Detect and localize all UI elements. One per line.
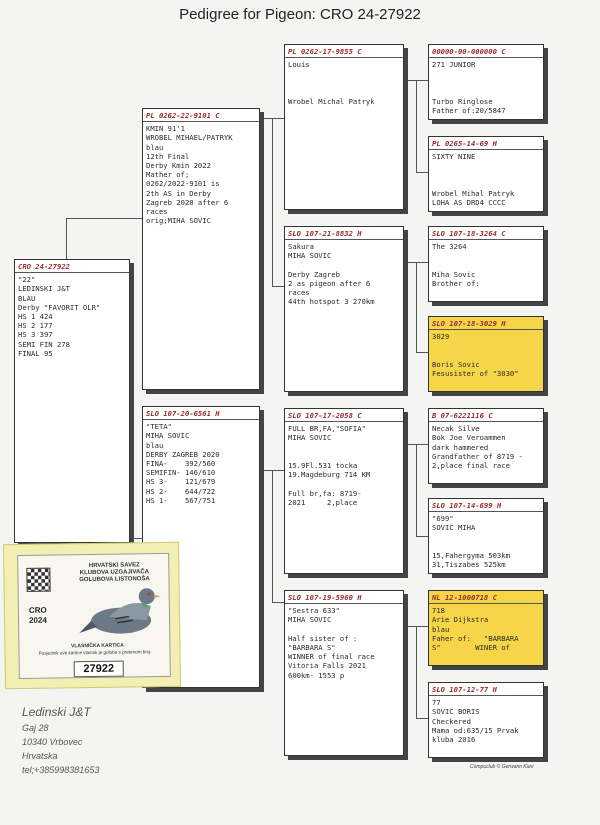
- detail-line: Wrobel Michal Patryk: [288, 96, 375, 106]
- detail-line: Vitoria Falls 2021: [288, 661, 366, 671]
- pigeon-details: [432, 60, 540, 115]
- org-line: GOLUBOVA LISTONOŠA: [79, 576, 150, 584]
- owner-name: Ledinski J&T: [22, 705, 91, 719]
- detail-line: orig;MIHA SOVIC: [146, 216, 211, 226]
- detail-line: LEDINSKI J&T: [18, 284, 70, 294]
- detail-line: Zagreb 2020 after 6: [146, 197, 229, 207]
- blank-line: [432, 261, 540, 270]
- detail-line: 15,Fahergyma 503km: [432, 550, 510, 560]
- connector: [416, 444, 417, 536]
- great-grandparent-box: [428, 136, 544, 212]
- ring-number: SLO 107-18-3029 H: [429, 319, 543, 330]
- detail-line: 31,Tiszabes 525km: [432, 560, 506, 570]
- connector: [416, 718, 428, 719]
- detail-line: 600km- 1553 p: [288, 670, 345, 680]
- pigeon-icon: [78, 576, 164, 645]
- pigeon-details: [18, 275, 126, 358]
- ring-number: SLO 107-18-3264 C: [429, 229, 543, 240]
- detail-line: 2 as pigeon after 6: [288, 279, 371, 288]
- detail-line: MIHA SOVIC: [288, 433, 332, 443]
- great-grandparent-box-highlighted: [428, 590, 544, 666]
- detail-line: Turbo Ringlose: [432, 96, 493, 106]
- ring-number: NL 12-1000718 C: [429, 593, 543, 604]
- grandmother-maternal-box: [284, 590, 404, 756]
- footer-credit: Compuclub © Gerwann Kani: [470, 764, 534, 770]
- detail-line: SIXTY NINE: [432, 152, 476, 162]
- detail-line: MIHA SOVIC: [288, 251, 332, 261]
- connector: [416, 80, 417, 172]
- pigeon-details: [432, 698, 540, 744]
- great-grandparent-box: [428, 44, 544, 120]
- detail-line: 44th hotspot 3 270km: [288, 297, 375, 307]
- connector: [272, 118, 273, 286]
- blank-line: [432, 161, 540, 170]
- detail-line: FULL BR,FA,"SOFIA": [288, 424, 366, 434]
- grandmother-paternal-box: [284, 226, 404, 392]
- detail-line: Louis: [288, 60, 310, 70]
- pigeon-details: [146, 422, 256, 505]
- page-title: Pedigree for Pigeon: CRO 24-27922: [179, 6, 421, 23]
- ring-number: PL 0262-17-9855 C: [285, 47, 403, 58]
- detail-line: Mama od:635/15 Prvak: [432, 725, 519, 735]
- main-pigeon-box: [14, 259, 130, 543]
- owner-address-line: Gaj 28: [22, 723, 49, 733]
- ring-number: SLO 107-19-5960 H: [285, 593, 403, 604]
- blank-line: [288, 625, 400, 634]
- blank-line: [432, 351, 540, 360]
- detail-line: Half sister of :: [288, 633, 358, 643]
- card-note: Posjednik ove kartice vlasnik je goluba s pretenom broj: [38, 649, 151, 656]
- ring-number: SLO 107-17-2058 C: [285, 411, 403, 422]
- detail-line: HS 2- 644/722: [146, 486, 216, 496]
- detail-line: HS 1 424: [18, 312, 53, 322]
- detail-line: "22": [18, 275, 36, 285]
- blank-line: [432, 251, 540, 260]
- detail-line: Mather of;: [146, 170, 190, 180]
- detail-line: Boris Sovic: [432, 359, 480, 369]
- detail-line: "699": [432, 514, 454, 524]
- connector: [66, 218, 144, 261]
- detail-line: SOVIC BORIS: [432, 707, 480, 717]
- detail-line: Derby Zagreb: [288, 269, 340, 279]
- detail-line: Brother of:: [432, 278, 480, 288]
- detail-line: S" WINER of: [432, 643, 510, 653]
- great-grandparent-box: [428, 408, 544, 484]
- card-year: 2024: [28, 615, 47, 625]
- connector: [272, 470, 273, 602]
- ring-number: SLO 107-12-77 H: [429, 685, 543, 696]
- ring-number: B 07-6221116 C: [429, 411, 543, 422]
- card-country: CRO: [28, 605, 47, 615]
- connector: [416, 352, 428, 353]
- pigeon-details: [432, 514, 540, 569]
- detail-line: HS 3 397: [18, 330, 53, 340]
- detail-line: SEMIFIN- 146/610: [146, 468, 216, 478]
- blank-line: [288, 79, 400, 88]
- detail-line: FINA- 392/560: [146, 459, 216, 469]
- detail-line: Miha Sovic: [432, 269, 476, 279]
- org-line: HRVATSKI SAVEZ: [88, 562, 140, 570]
- detail-line: 2,place final race: [432, 461, 510, 471]
- blank-line: [432, 341, 540, 350]
- pigeon-details: [432, 152, 540, 207]
- blank-line: [432, 542, 540, 551]
- owner-address-line: 10340 Vrbovec: [22, 737, 83, 747]
- detail-line: Arie Dijkstra: [432, 615, 489, 625]
- connector: [272, 602, 284, 603]
- detail-line: BLAU: [18, 293, 36, 303]
- father-box: [142, 108, 260, 390]
- detail-line: dark hammered: [432, 442, 489, 452]
- great-grandparent-box-highlighted: [428, 316, 544, 392]
- great-grandparent-box: [428, 682, 544, 758]
- blank-line: [432, 171, 540, 180]
- owner-address-line: Hrvatska: [22, 751, 58, 761]
- blank-line: [288, 261, 400, 270]
- ring-number: PL 0262-22-9101 C: [143, 111, 259, 122]
- card-number: 27922: [74, 661, 124, 678]
- detail-line: FINAL 95: [18, 348, 53, 358]
- detail-line: HS 1- 567/751: [146, 495, 216, 505]
- detail-line: 2th AS in Derby: [146, 188, 211, 198]
- detail-line: SEMI FIN 278: [18, 339, 70, 349]
- pigeon-details: [288, 242, 400, 306]
- detail-line: LOHA AS DRD4 CCCC: [432, 198, 506, 208]
- ring-number: SLO 107-20-6561 H: [143, 409, 259, 420]
- detail-line: races: [288, 288, 310, 298]
- detail-line: 19.Magdeburg 714 KM: [288, 470, 371, 480]
- ring-number: CRO 24-27922: [15, 262, 129, 273]
- detail-line: Wrobel Mihal Patryk: [432, 188, 515, 198]
- detail-line: Necak Silve: [432, 424, 480, 434]
- ring-number: 00000-00-000000 C: [429, 47, 543, 58]
- card-label: VLASNIČKA KARTICA: [70, 642, 124, 650]
- blank-line: [288, 443, 400, 452]
- detail-line: KMIN 91'1: [146, 124, 185, 134]
- ownership-card: [3, 542, 181, 689]
- detail-line: Sakura: [288, 242, 314, 252]
- ring-number: SLO 107-21-8832 H: [285, 229, 403, 240]
- detail-line: 271 JUNIOR: [432, 60, 476, 70]
- connector: [416, 536, 428, 537]
- detail-line: 0262/2022-9101 is: [146, 179, 220, 189]
- pigeon-details: [288, 606, 400, 680]
- detail-line: Father of:20/5847: [432, 106, 506, 116]
- ring-number: PL 0265-14-69 H: [429, 139, 543, 150]
- grandfather-maternal-box: [284, 408, 404, 574]
- connector: [416, 262, 417, 352]
- detail-line: blau: [146, 440, 164, 450]
- pigeon-details: [432, 424, 540, 470]
- detail-line: HS 2 177: [18, 321, 53, 331]
- connector: [416, 172, 428, 173]
- detail-line: "TETA": [146, 422, 172, 432]
- pigeon-details: [146, 124, 256, 225]
- detail-line: HS 3- 121/679: [146, 477, 216, 487]
- detail-line: The 3264: [432, 242, 467, 252]
- croatian-checkerboard-icon: [26, 568, 50, 592]
- owner-phone: tel;+385998381653: [22, 765, 100, 775]
- detail-line: 718: [432, 606, 445, 616]
- great-grandparent-box: [428, 498, 544, 574]
- detail-line: kluba 2016: [432, 735, 476, 745]
- grandfather-paternal-box: [284, 44, 404, 210]
- blank-line: [288, 452, 400, 461]
- detail-line: 3029: [432, 332, 450, 342]
- great-grandparent-box: [428, 226, 544, 302]
- detail-line: 2021 2,place: [288, 497, 358, 507]
- detail-line: blau: [432, 624, 450, 634]
- detail-line: WROBEL MIHAEL/PATRYK: [146, 133, 233, 143]
- blank-line: [432, 88, 540, 97]
- blank-line: [432, 69, 540, 78]
- detail-line: SOVIC MIHA: [432, 523, 476, 533]
- detail-line: MIHA SOVIC: [146, 431, 190, 441]
- detail-line: "Sestra 633": [288, 606, 340, 616]
- detail-line: "BARBARA S": [288, 643, 336, 652]
- detail-line: DERBY ZAGREB 2020: [146, 449, 220, 459]
- blank-line: [288, 88, 400, 97]
- blank-line: [288, 69, 400, 78]
- org-line: KLUBOVA UZGAJIVAČA: [79, 569, 150, 577]
- blank-line: [432, 79, 540, 88]
- detail-line: 77: [432, 698, 441, 708]
- pigeon-details: [288, 424, 400, 507]
- detail-line: races: [146, 207, 168, 217]
- detail-line: Full br,fa: 8719-: [288, 488, 362, 498]
- detail-line: Faher of: "BARBARA: [432, 633, 519, 643]
- detail-line: Checkered: [432, 716, 471, 726]
- blank-line: [432, 180, 540, 189]
- blank-line: [432, 533, 540, 542]
- detail-line: blau: [146, 142, 164, 152]
- detail-line: Derby "FAVORIT OLR": [18, 302, 101, 312]
- pigeon-details: [432, 242, 540, 288]
- pigeon-details: [432, 606, 540, 652]
- owner-info: [22, 705, 99, 777]
- detail-line: Bok Joe Veroammen: [432, 433, 506, 443]
- connector: [416, 626, 417, 718]
- blank-line: [288, 479, 400, 488]
- pigeon-details: [288, 60, 400, 106]
- detail-line: Grandfather of 8719 -: [432, 451, 523, 461]
- detail-line: MIHA SOVIC: [288, 615, 332, 625]
- detail-line: 12th Final: [146, 151, 190, 161]
- detail-line: Fesusister of "3030": [432, 368, 519, 378]
- ring-number: SLO 107-14-699 H: [429, 501, 543, 512]
- pigeon-details: [432, 332, 540, 378]
- detail-line: Derby Kmin 2022: [146, 161, 211, 171]
- detail-line: 15.9Fl.531 tocka: [288, 460, 358, 470]
- card-inner: [17, 553, 171, 679]
- connector: [272, 286, 284, 287]
- detail-line: WINNER of final race: [288, 652, 375, 662]
